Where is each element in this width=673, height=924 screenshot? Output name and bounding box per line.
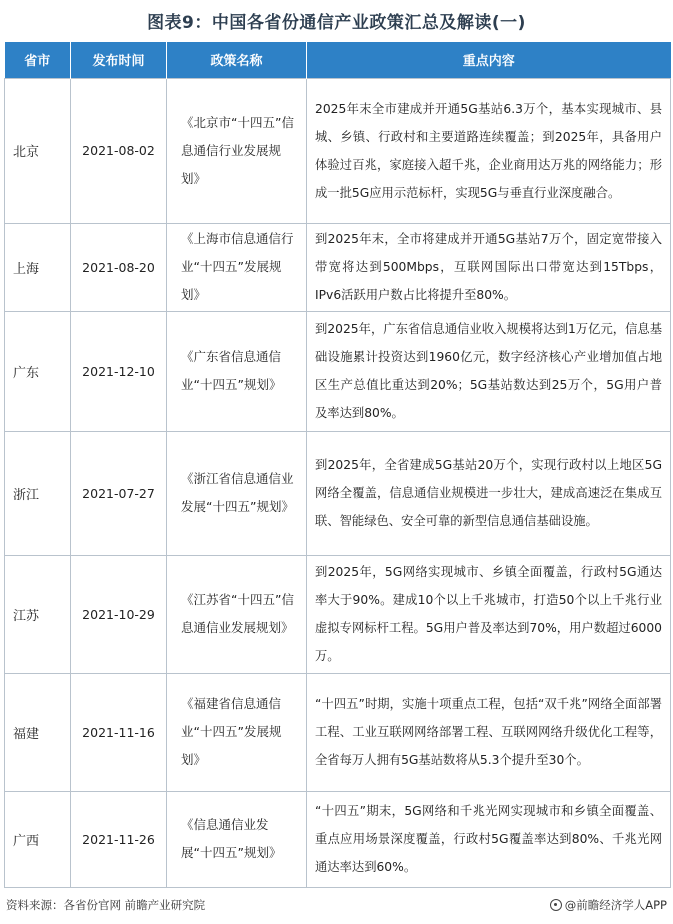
table-header-row	[5, 42, 671, 78]
date-cell: 2021-11-16	[71, 673, 167, 791]
date-cell: 2021-11-26	[71, 791, 167, 887]
content-cell: “十四五”时期，实施十项重点工程，包括“双千兆”网络全面部署工程、工业互联网网络部署工程、互联网网络升级优化工程等，全省每万人拥有5G基站数将从5.3个提升至30个。	[307, 673, 671, 791]
column-header-content: 重点内容	[307, 42, 671, 78]
policy-table	[4, 42, 671, 888]
content-cell: 到2025年末，全市将建成并开通5G基站7万个，固定宽带接入带宽将达到500Mbps，互联网国际出口带宽达到15Tbps，IPv6活跃用户数占比将提升至80%。	[307, 223, 671, 311]
province-cell: 广东	[5, 311, 71, 431]
table-row	[5, 673, 671, 791]
footer	[6, 894, 667, 914]
policy-name-cell: 《江苏省“十四五”信息通信业发展规划》	[167, 555, 307, 673]
date-cell: 2021-08-02	[71, 78, 167, 223]
date-cell: 2021-08-20	[71, 223, 167, 311]
table-row	[5, 791, 671, 887]
column-header-date: 发布时间	[71, 42, 167, 78]
province-cell: 福建	[5, 673, 71, 791]
content-cell: 到2025年，5G网络实现城市、乡镇全面覆盖，行政村5G通达率大于90%。建成10个以上千兆城市，打造50个以上千兆行业虚拟专网标杆工程。5G用户普及率达到70%，用户数超过6000万。	[307, 555, 671, 673]
policy-name-cell: 《信息通信业发展“十四五”规划》	[167, 791, 307, 887]
table-row	[5, 223, 671, 311]
content-cell: 到2025年，全省建成5G基站20万个，实现行政村以上地区5G网络全覆盖，信息通信业规模进一步壮大，建成高速泛在集成互联、智能绿色、安全可靠的新型信息通信基础设施。	[307, 431, 671, 555]
province-cell: 广西	[5, 791, 71, 887]
policy-name-cell: 《浙江省信息通信业发展“十四五”规划》	[167, 431, 307, 555]
date-cell: 2021-07-27	[71, 431, 167, 555]
province-cell: 上海	[5, 223, 71, 311]
table-row	[5, 555, 671, 673]
policy-name-cell: 《北京市“十四五”信息通信行业发展规划》	[167, 78, 307, 223]
column-header-province: 省市	[5, 42, 71, 78]
policy-name-cell: 《福建省信息通信业“十四五”发展规划》	[167, 673, 307, 791]
content-cell: “十四五”期末，5G网络和千兆光网实现城市和乡镇全面覆盖、重点应用场景深度覆盖，行政村5G覆盖率达到80%、千兆光网通达率达到60%。	[307, 791, 671, 887]
brand-text: @前瞻经济学人APP	[564, 898, 667, 912]
province-cell: 江苏	[5, 555, 71, 673]
table-row	[5, 311, 671, 431]
content-cell: 2025年末全市建成并开通5G基站6.3万个，基本实现城市、县城、乡镇、行政村和主要道路连续覆盖；到2025年，具备用户体验过百兆，家庭接入超千兆，企业商用达万兆的网络能力；形成一批5G应用示范标杆，实现5G与垂直行业深度融合。	[307, 78, 671, 223]
table-row	[5, 431, 671, 555]
province-cell: 北京	[5, 78, 71, 223]
table-row	[5, 78, 671, 223]
policy-name-cell: 《广东省信息通信业“十四五”规划》	[167, 311, 307, 431]
brand-attribution	[550, 897, 667, 913]
content-cell: 到2025年，广东省信息通信业收入规模将达到1万亿元，信息基础设施累计投资达到1960亿元，数字经济核心产业增加值占地区生产总值比重达到20%；5G基站数达到25万个，5G用户普及率达到80%。	[307, 311, 671, 431]
policy-name-cell: 《上海市信息通信行业“十四五”发展规划》	[167, 223, 307, 311]
province-cell: 浙江	[5, 431, 71, 555]
column-header-policy: 政策名称	[167, 42, 307, 78]
date-cell: 2021-12-10	[71, 311, 167, 431]
source-note: 资料来源：各省份官网 前瞻产业研究院	[6, 898, 206, 912]
date-cell: 2021-10-29	[71, 555, 167, 673]
page-title: 图表9：中国各省份通信产业政策汇总及解读(一)	[147, 13, 526, 33]
brand-logo-icon	[550, 899, 562, 911]
